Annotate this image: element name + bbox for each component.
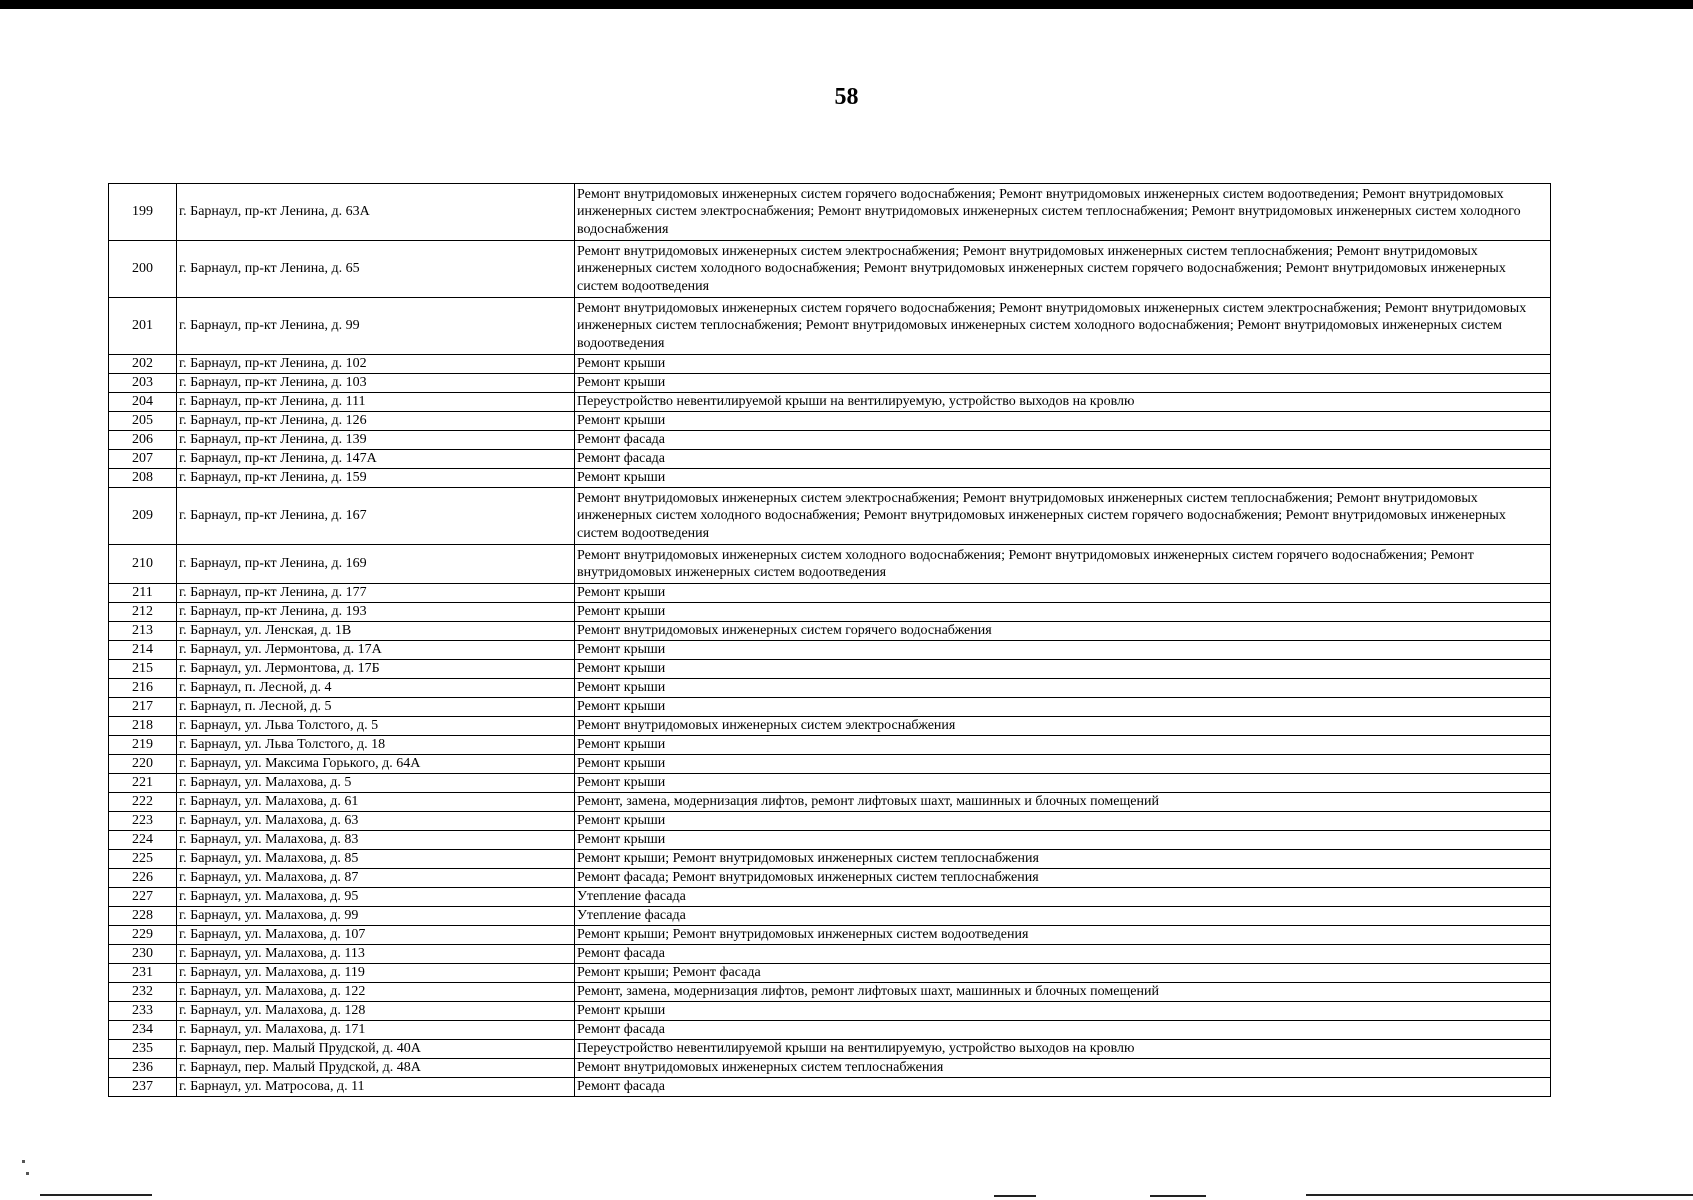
row-address: г. Барнаул, ул. Малахова, д. 107 bbox=[177, 926, 575, 945]
row-number: 214 bbox=[109, 641, 177, 660]
row-work-type: Ремонт крыши bbox=[575, 755, 1551, 774]
table-row bbox=[109, 374, 1551, 393]
row-number: 201 bbox=[109, 298, 177, 355]
table-row bbox=[109, 888, 1551, 907]
row-work-type: Ремонт фасада bbox=[575, 945, 1551, 964]
row-address: г. Барнаул, пр-кт Ленина, д. 126 bbox=[177, 412, 575, 431]
row-number: 218 bbox=[109, 717, 177, 736]
row-address: г. Барнаул, ул. Малахова, д. 61 bbox=[177, 793, 575, 812]
row-work-type: Ремонт крыши bbox=[575, 698, 1551, 717]
row-number: 213 bbox=[109, 622, 177, 641]
row-work-type: Утепление фасада bbox=[575, 907, 1551, 926]
row-address: г. Барнаул, п. Лесной, д. 5 bbox=[177, 698, 575, 717]
row-number: 223 bbox=[109, 812, 177, 831]
table-row bbox=[109, 184, 1551, 241]
table-row bbox=[109, 717, 1551, 736]
row-address: г. Барнаул, ул. Малахова, д. 95 bbox=[177, 888, 575, 907]
row-work-type: Ремонт крыши bbox=[575, 736, 1551, 755]
row-number: 237 bbox=[109, 1078, 177, 1097]
row-address: г. Барнаул, ул. Льва Толстого, д. 5 bbox=[177, 717, 575, 736]
table-row bbox=[109, 736, 1551, 755]
row-address: г. Барнаул, ул. Максима Горького, д. 64А bbox=[177, 755, 575, 774]
table-row bbox=[109, 1078, 1551, 1097]
row-work-type: Ремонт внутридомовых инженерных систем теплоснабжения bbox=[575, 1059, 1551, 1078]
row-work-type: Ремонт фасада bbox=[575, 450, 1551, 469]
row-work-type: Ремонт крыши bbox=[575, 660, 1551, 679]
row-number: 199 bbox=[109, 184, 177, 241]
row-address: г. Барнаул, пр-кт Ленина, д. 111 bbox=[177, 393, 575, 412]
table-row bbox=[109, 298, 1551, 355]
table-row bbox=[109, 412, 1551, 431]
row-work-type: Ремонт крыши bbox=[575, 412, 1551, 431]
row-number: 205 bbox=[109, 412, 177, 431]
row-work-type: Ремонт внутридомовых инженерных систем электроснабжения; Ремонт внутридомовых инженерных систем теплоснабжения; Ремонт внутридомовых инженерных систем холодного водоснабжения; Ремонт внутридомовых инженерных систем горячего водоснабжения; Ремонт внутридомовых инженерных систем водоотведения bbox=[575, 488, 1551, 545]
row-work-type: Ремонт внутридомовых инженерных систем электроснабжения bbox=[575, 717, 1551, 736]
row-number: 207 bbox=[109, 450, 177, 469]
table-row bbox=[109, 679, 1551, 698]
row-number: 221 bbox=[109, 774, 177, 793]
row-work-type: Ремонт крыши bbox=[575, 774, 1551, 793]
row-address: г. Барнаул, пр-кт Ленина, д. 65 bbox=[177, 241, 575, 298]
table-row bbox=[109, 393, 1551, 412]
row-address: г. Барнаул, ул. Малахова, д. 122 bbox=[177, 983, 575, 1002]
row-work-type: Ремонт крыши bbox=[575, 641, 1551, 660]
row-work-type: Ремонт фасада; Ремонт внутридомовых инженерных систем теплоснабжения bbox=[575, 869, 1551, 888]
row-address: г. Барнаул, пр-кт Ленина, д. 102 bbox=[177, 355, 575, 374]
scan-bottom-mark bbox=[1150, 1195, 1206, 1197]
table-row bbox=[109, 1021, 1551, 1040]
row-address: г. Барнаул, пр-кт Ленина, д. 193 bbox=[177, 603, 575, 622]
table-row bbox=[109, 907, 1551, 926]
repair-list-table-wrapper bbox=[108, 183, 1550, 1097]
row-work-type: Переустройство невентилируемой крыши на вентилируемую, устройство выходов на кровлю bbox=[575, 1040, 1551, 1059]
row-address: г. Барнаул, пер. Малый Прудской, д. 48А bbox=[177, 1059, 575, 1078]
row-work-type: Ремонт внутридомовых инженерных систем электроснабжения; Ремонт внутридомовых инженерных систем теплоснабжения; Ремонт внутридомовых инженерных систем холодного водоснабжения; Ремонт внутридомовых инженерных систем горячего водоснабжения; Ремонт внутридомовых инженерных систем водоотведения bbox=[575, 241, 1551, 298]
row-number: 215 bbox=[109, 660, 177, 679]
row-number: 234 bbox=[109, 1021, 177, 1040]
scan-top-border bbox=[0, 0, 1693, 9]
table-row bbox=[109, 755, 1551, 774]
row-address: г. Барнаул, ул. Малахова, д. 63 bbox=[177, 812, 575, 831]
table-row bbox=[109, 964, 1551, 983]
row-number: 229 bbox=[109, 926, 177, 945]
row-address: г. Барнаул, ул. Малахова, д. 83 bbox=[177, 831, 575, 850]
table-row bbox=[109, 831, 1551, 850]
row-number: 227 bbox=[109, 888, 177, 907]
row-address: г. Барнаул, п. Лесной, д. 4 bbox=[177, 679, 575, 698]
row-number: 209 bbox=[109, 488, 177, 545]
row-number: 216 bbox=[109, 679, 177, 698]
table-body bbox=[109, 184, 1551, 1097]
table-row bbox=[109, 584, 1551, 603]
row-address: г. Барнаул, пр-кт Ленина, д. 99 bbox=[177, 298, 575, 355]
table-row bbox=[109, 698, 1551, 717]
row-work-type: Ремонт крыши; Ремонт внутридомовых инженерных систем водоотведения bbox=[575, 926, 1551, 945]
row-address: г. Барнаул, пр-кт Ленина, д. 103 bbox=[177, 374, 575, 393]
row-number: 231 bbox=[109, 964, 177, 983]
table-row bbox=[109, 431, 1551, 450]
row-number: 233 bbox=[109, 1002, 177, 1021]
row-work-type: Ремонт крыши bbox=[575, 584, 1551, 603]
row-number: 200 bbox=[109, 241, 177, 298]
row-address: г. Барнаул, пр-кт Ленина, д. 147А bbox=[177, 450, 575, 469]
row-address: г. Барнаул, пр-кт Ленина, д. 169 bbox=[177, 545, 575, 584]
row-address: г. Барнаул, пр-кт Ленина, д. 139 bbox=[177, 431, 575, 450]
row-address: г. Барнаул, ул. Малахова, д. 99 bbox=[177, 907, 575, 926]
row-number: 206 bbox=[109, 431, 177, 450]
table-row bbox=[109, 774, 1551, 793]
table-row bbox=[109, 469, 1551, 488]
row-work-type: Ремонт фасада bbox=[575, 431, 1551, 450]
row-work-type: Утепление фасада bbox=[575, 888, 1551, 907]
row-address: г. Барнаул, пр-кт Ленина, д. 159 bbox=[177, 469, 575, 488]
row-number: 202 bbox=[109, 355, 177, 374]
row-work-type: Переустройство невентилируемой крыши на вентилируемую, устройство выходов на кровлю bbox=[575, 393, 1551, 412]
table-row bbox=[109, 660, 1551, 679]
row-number: 230 bbox=[109, 945, 177, 964]
table-row bbox=[109, 603, 1551, 622]
row-work-type: Ремонт крыши bbox=[575, 812, 1551, 831]
table-row bbox=[109, 1059, 1551, 1078]
row-number: 203 bbox=[109, 374, 177, 393]
table-row bbox=[109, 850, 1551, 869]
scan-speck bbox=[26, 1172, 29, 1175]
table-row bbox=[109, 241, 1551, 298]
scan-speck bbox=[22, 1160, 25, 1163]
table-row bbox=[109, 812, 1551, 831]
row-work-type: Ремонт внутридомовых инженерных систем холодного водоснабжения; Ремонт внутридомовых инженерных систем горячего водоснабжения; Ремонт внутридомовых инженерных систем водоотведения bbox=[575, 545, 1551, 584]
repair-list-table bbox=[108, 183, 1551, 1097]
row-number: 219 bbox=[109, 736, 177, 755]
row-address: г. Барнаул, ул. Малахова, д. 113 bbox=[177, 945, 575, 964]
row-number: 228 bbox=[109, 907, 177, 926]
row-work-type: Ремонт внутридомовых инженерных систем горячего водоснабжения; Ремонт внутридомовых инженерных систем водоотведения; Ремонт внутридомовых инженерных систем электроснабжения; Ремонт внутридомовых инженерных систем теплоснабжения; Ремонт внутридомовых инженерных систем холодного водоснабжения bbox=[575, 184, 1551, 241]
row-address: г. Барнаул, пр-кт Ленина, д. 177 bbox=[177, 584, 575, 603]
row-work-type: Ремонт крыши bbox=[575, 469, 1551, 488]
scan-bottom-mark bbox=[40, 1194, 152, 1196]
row-number: 222 bbox=[109, 793, 177, 812]
table-row bbox=[109, 793, 1551, 812]
row-work-type: Ремонт фасада bbox=[575, 1021, 1551, 1040]
row-number: 235 bbox=[109, 1040, 177, 1059]
row-address: г. Барнаул, ул. Лермонтова, д. 17Б bbox=[177, 660, 575, 679]
row-number: 208 bbox=[109, 469, 177, 488]
table-row bbox=[109, 355, 1551, 374]
row-work-type: Ремонт крыши bbox=[575, 1002, 1551, 1021]
row-number: 232 bbox=[109, 983, 177, 1002]
row-address: г. Барнаул, ул. Малахова, д. 171 bbox=[177, 1021, 575, 1040]
row-work-type: Ремонт крыши bbox=[575, 603, 1551, 622]
table-row bbox=[109, 945, 1551, 964]
row-address: г. Барнаул, пр-кт Ленина, д. 63А bbox=[177, 184, 575, 241]
table-row bbox=[109, 1002, 1551, 1021]
table-row bbox=[109, 450, 1551, 469]
row-number: 217 bbox=[109, 698, 177, 717]
row-work-type: Ремонт крыши bbox=[575, 831, 1551, 850]
scan-bottom-mark bbox=[994, 1195, 1036, 1197]
table-row bbox=[109, 488, 1551, 545]
row-number: 220 bbox=[109, 755, 177, 774]
table-row bbox=[109, 545, 1551, 584]
scan-bottom-mark bbox=[1306, 1194, 1693, 1196]
row-number: 225 bbox=[109, 850, 177, 869]
table-row bbox=[109, 983, 1551, 1002]
row-address: г. Барнаул, ул. Льва Толстого, д. 18 bbox=[177, 736, 575, 755]
row-work-type: Ремонт крыши bbox=[575, 355, 1551, 374]
row-number: 224 bbox=[109, 831, 177, 850]
row-address: г. Барнаул, ул. Малахова, д. 85 bbox=[177, 850, 575, 869]
row-work-type: Ремонт фасада bbox=[575, 1078, 1551, 1097]
row-work-type: Ремонт крыши bbox=[575, 374, 1551, 393]
table-row bbox=[109, 622, 1551, 641]
row-address: г. Барнаул, ул. Лермонтова, д. 17А bbox=[177, 641, 575, 660]
row-address: г. Барнаул, ул. Малахова, д. 119 bbox=[177, 964, 575, 983]
row-work-type: Ремонт внутридомовых инженерных систем горячего водоснабжения bbox=[575, 622, 1551, 641]
row-work-type: Ремонт крыши; Ремонт фасада bbox=[575, 964, 1551, 983]
row-number: 212 bbox=[109, 603, 177, 622]
row-address: г. Барнаул, ул. Матросова, д. 11 bbox=[177, 1078, 575, 1097]
row-address: г. Барнаул, ул. Ленская, д. 1В bbox=[177, 622, 575, 641]
row-work-type: Ремонт, замена, модернизация лифтов, ремонт лифтовых шахт, машинных и блочных помещений bbox=[575, 793, 1551, 812]
table-row bbox=[109, 641, 1551, 660]
row-work-type: Ремонт, замена, модернизация лифтов, ремонт лифтовых шахт, машинных и блочных помещений bbox=[575, 983, 1551, 1002]
row-number: 226 bbox=[109, 869, 177, 888]
table-row bbox=[109, 1040, 1551, 1059]
row-work-type: Ремонт крыши bbox=[575, 679, 1551, 698]
row-number: 204 bbox=[109, 393, 177, 412]
row-address: г. Барнаул, ул. Малахова, д. 5 bbox=[177, 774, 575, 793]
table-row bbox=[109, 926, 1551, 945]
row-address: г. Барнаул, ул. Малахова, д. 128 bbox=[177, 1002, 575, 1021]
row-number: 211 bbox=[109, 584, 177, 603]
row-number: 236 bbox=[109, 1059, 177, 1078]
row-address: г. Барнаул, пер. Малый Прудской, д. 40А bbox=[177, 1040, 575, 1059]
row-address: г. Барнаул, ул. Малахова, д. 87 bbox=[177, 869, 575, 888]
row-number: 210 bbox=[109, 545, 177, 584]
row-work-type: Ремонт внутридомовых инженерных систем горячего водоснабжения; Ремонт внутридомовых инженерных систем электроснабжения; Ремонт внутридомовых инженерных систем теплоснабжения; Ремонт внутридомовых инженерных систем холодного водоснабжения; Ремонт внутридомовых инженерных систем водоотведения bbox=[575, 298, 1551, 355]
row-address: г. Барнаул, пр-кт Ленина, д. 167 bbox=[177, 488, 575, 545]
row-work-type: Ремонт крыши; Ремонт внутридомовых инженерных систем теплоснабжения bbox=[575, 850, 1551, 869]
table-row bbox=[109, 869, 1551, 888]
page-number: 58 bbox=[834, 84, 859, 110]
